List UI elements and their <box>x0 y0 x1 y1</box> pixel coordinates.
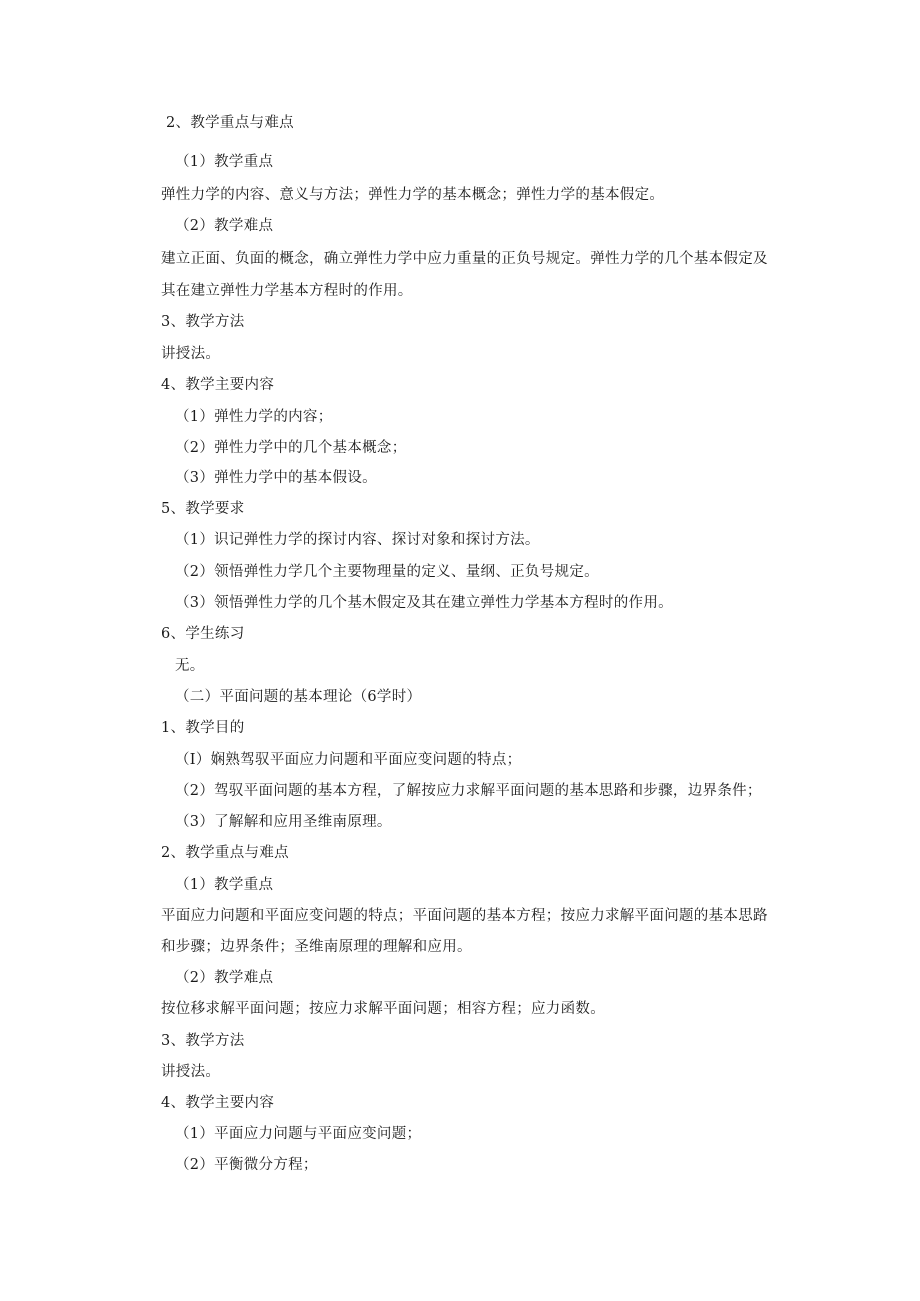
list-item: （2）弹性力学中的几个基本概念； <box>175 440 407 456</box>
heading-key-points-and-difficulties: 2、教学重点与难点 <box>161 845 289 861</box>
paragraph-teaching-method: 讲授法。 <box>161 1064 221 1080</box>
heading-teaching-objectives: 1、教学目的 <box>161 720 245 736</box>
heading-teaching-requirements: 5、教学要求 <box>161 501 245 517</box>
paragraph-difficulties: 按位移求解平面问题；按应力求解平面问题；相容方程；应力函数。 <box>161 1001 605 1017</box>
heading-key-points-and-difficulties: 2、教学重点与难点 <box>166 115 294 131</box>
subheading-key-points: （1）教学重点 <box>175 877 274 893</box>
list-item: （1）弹性力学的内容； <box>175 409 333 425</box>
list-item: （2）领悟弹性力学几个主要物理量的定义、量纲、正负号规定。 <box>175 564 599 580</box>
list-item: （1）识记弹性力学的探讨内容、探讨对象和探讨方法。 <box>175 532 540 548</box>
paragraph-key-points: 弹性力学的内容、意义与方法；弹性力学的基本概念；弹性力学的基本假定。 <box>161 187 665 203</box>
paragraph-key-points-line2: 和步骤；边界条件；圣维南原理的理解和应用。 <box>161 939 472 955</box>
list-item: （1）平面应力问题与平面应变问题； <box>175 1126 422 1142</box>
heading-main-content: 4、教学主要内容 <box>161 377 275 393</box>
list-item: （3）了解解和应用圣维南原理。 <box>175 814 392 830</box>
subheading-difficulties: （2）教学难点 <box>175 218 274 234</box>
list-item: （I）娴熟驾驭平面应力问题和平面应变问题的特点； <box>175 752 522 768</box>
heading-student-exercises: 6、学生练习 <box>161 626 245 642</box>
heading-teaching-method: 3、教学方法 <box>161 1033 245 1049</box>
heading-main-content: 4、教学主要内容 <box>161 1095 275 1111</box>
paragraph-key-points-line1: 平面应力问题和平面应变问题的特点；平面问题的基本方程；按应力求解平面问题的基本思路 <box>161 908 768 924</box>
list-item: （3）领悟弹性力学的几个基木假定及其在建立弹性力学基本方程时的作用。 <box>175 595 673 611</box>
list-item: （2）平衡微分方程； <box>175 1157 318 1173</box>
section-heading-plane-problems: （二）平面问题的基本理论（6学时） <box>175 689 422 705</box>
subheading-key-points: （1）教学重点 <box>175 154 274 170</box>
list-item: （3）弹性力学中的基本假设。 <box>175 470 377 486</box>
subheading-difficulties: （2）教学难点 <box>175 970 274 986</box>
paragraph-difficulties-line1: 建立正面、负面的概念，确立弹性力学中应力重量的正负号规定。弹性力学的几个基本假定及 <box>161 251 768 267</box>
list-item: （2）驾驭平面问题的基本方程，了解按应力求解平面问题的基本思路和步骤，边界条件； <box>175 783 762 799</box>
heading-teaching-method: 3、教学方法 <box>161 314 245 330</box>
paragraph-teaching-method: 讲授法。 <box>161 346 221 362</box>
paragraph-exercises: 无。 <box>175 658 205 674</box>
paragraph-difficulties-line2: 其在建立弹性力学基本方程时的作用。 <box>161 283 413 299</box>
